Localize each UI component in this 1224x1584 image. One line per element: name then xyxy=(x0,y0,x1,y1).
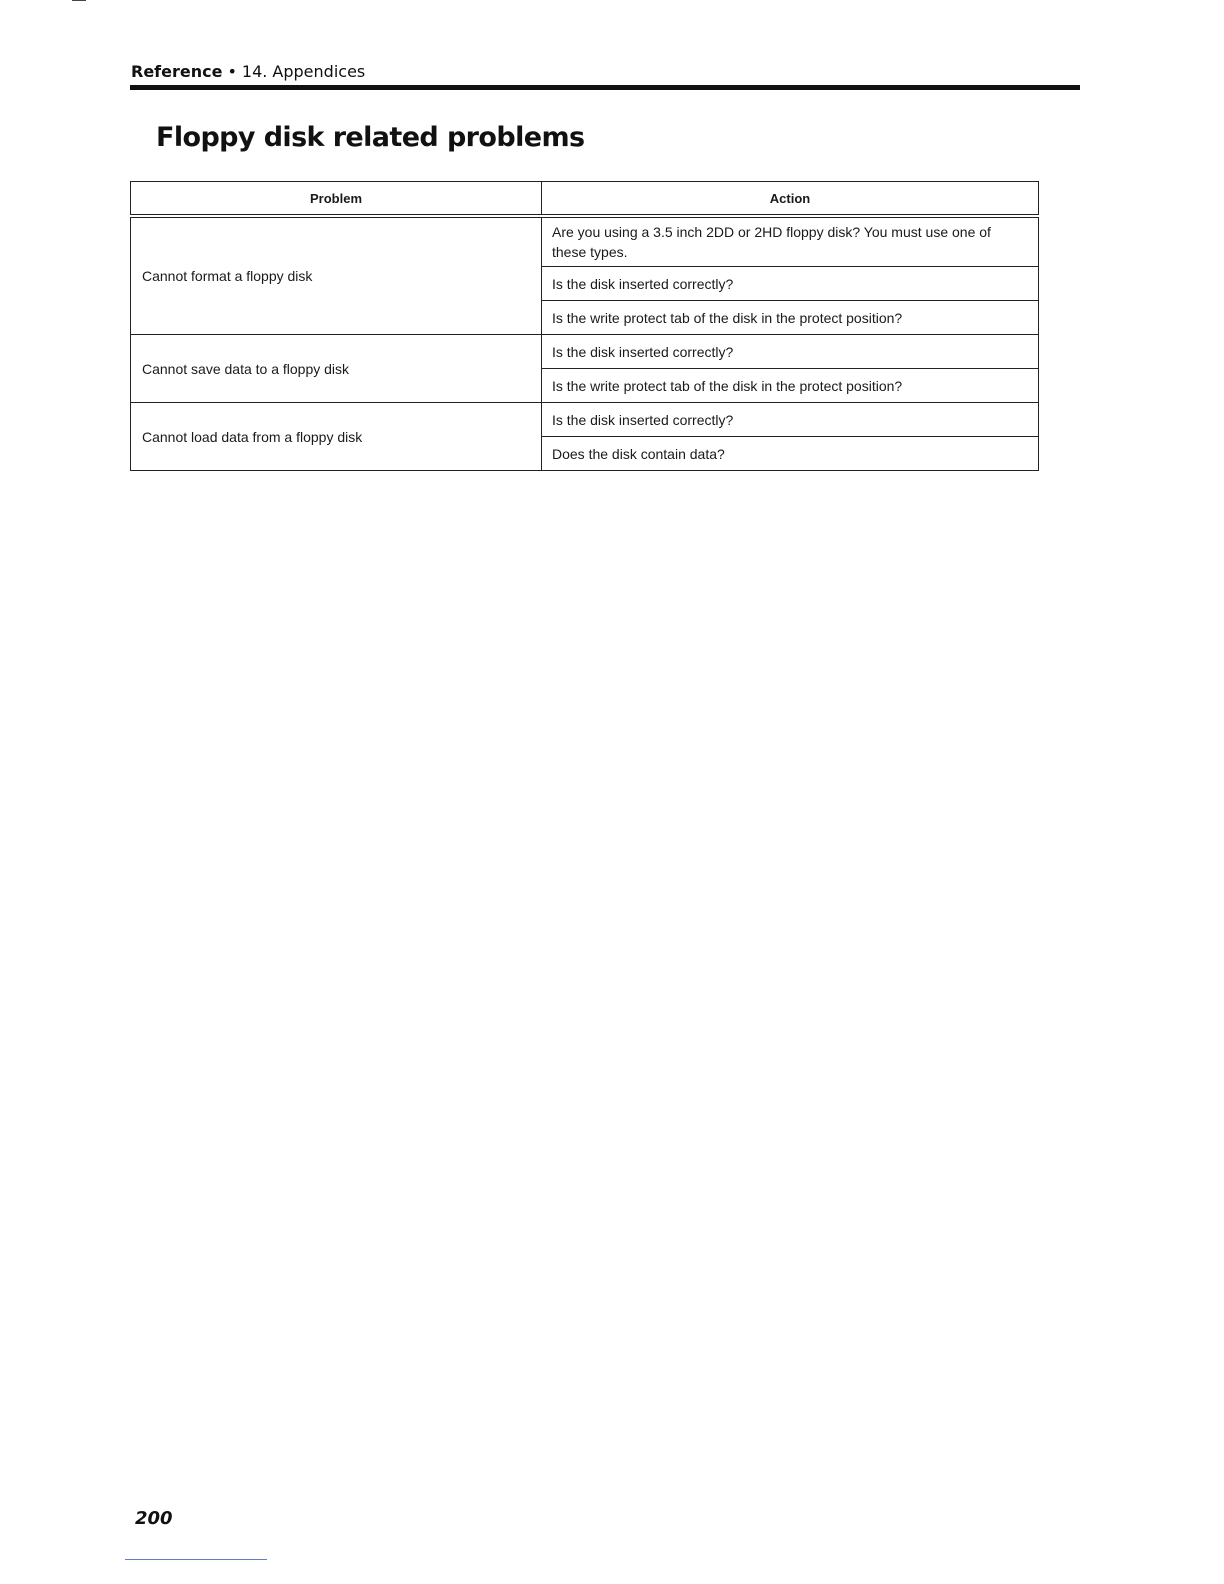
problem-cell: Cannot format a floppy disk xyxy=(131,216,542,335)
action-cell: Is the write protect tab of the disk in the protect position? xyxy=(542,301,1039,335)
footer-rule xyxy=(125,1559,267,1560)
action-cell: Is the write protect tab of the disk in the protect position? xyxy=(542,369,1039,403)
column-header-problem: Problem xyxy=(131,182,542,217)
action-cell: Are you using a 3.5 inch 2DD or 2HD floppy disk? You must use one of these types. xyxy=(542,216,1039,267)
table-header-row xyxy=(131,182,1039,217)
problem-cell: Cannot save data to a floppy disk xyxy=(131,335,542,403)
action-cell: Is the disk inserted correctly? xyxy=(542,335,1039,369)
problem-cell: Cannot load data from a floppy disk xyxy=(131,403,542,471)
header-section: Reference xyxy=(131,62,223,81)
table-row xyxy=(131,216,1039,267)
troubleshooting-table xyxy=(130,181,1039,471)
header-chapter: 14. Appendices xyxy=(241,62,366,81)
running-header xyxy=(131,62,365,81)
page-title: Floppy disk related problems xyxy=(156,122,585,153)
header-bullet: • xyxy=(227,62,237,81)
header-rule xyxy=(130,85,1080,90)
action-cell: Is the disk inserted correctly? xyxy=(542,267,1039,301)
action-cell: Is the disk inserted correctly? xyxy=(542,403,1039,437)
action-cell: Does the disk contain data? xyxy=(542,437,1039,471)
page-number: 200 xyxy=(135,1508,173,1529)
column-header-action: Action xyxy=(542,182,1039,217)
scan-edge-mark xyxy=(72,0,86,1)
table-row xyxy=(131,335,1039,369)
table-row xyxy=(131,403,1039,437)
